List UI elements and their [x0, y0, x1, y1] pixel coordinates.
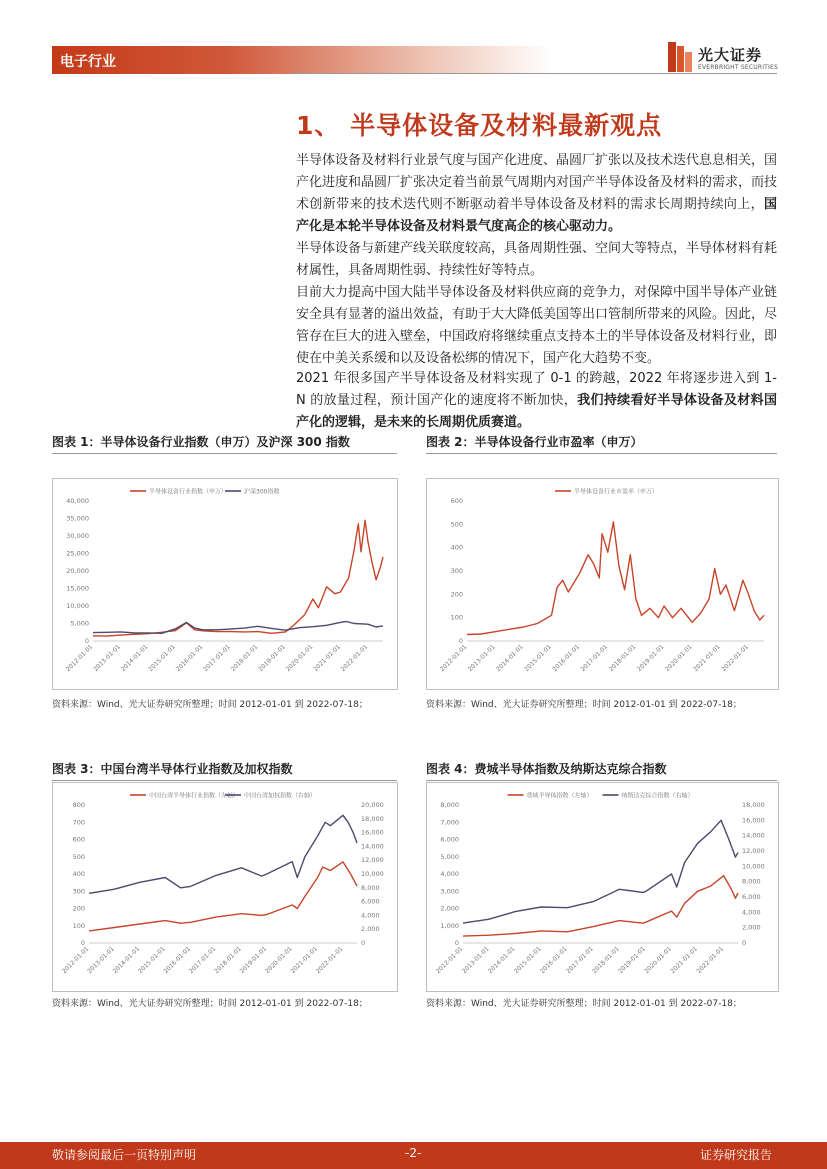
legend-label: 半导体设备行业市盈率（申万） [574, 488, 659, 496]
figure-4-box [426, 782, 779, 992]
paragraph-3 [296, 282, 777, 370]
x-tick-label: 2022-01-01 [339, 643, 370, 674]
figure-4-source: 资料来源：Wind、光大证券研究所整理；时间 2012-01-01 到 2022-07-18； [426, 999, 742, 1009]
figure-4-chart [427, 783, 778, 991]
paragraph-4 [296, 368, 777, 434]
x-tick-label: 2017-01-01 [202, 643, 232, 674]
y-tick-label: 0 [454, 939, 459, 947]
y-tick-label: 400 [72, 870, 85, 878]
figure-2-box [426, 478, 779, 690]
y2-tick-label: 2,000 [361, 925, 380, 934]
x-tick-label: 2012-01-01 [438, 643, 469, 674]
paragraph-4-bold: 我们持续看好半导体设备及材料国产化的逻辑，是未来的长周期优质赛道。 [296, 393, 777, 430]
figure-1-title: 图表 1：半导体设备行业指数（申万）及沪深 300 指数 [52, 435, 350, 449]
figure-3-rule [52, 780, 397, 781]
paragraph-4-text: 2021 年很多国产半导体设备及材料实现了 0-1 的跨越，2022 年将逐步进入到 1-N 的放量过程，预计国产化的速度将不断加快， [296, 371, 777, 408]
footer-page-number: -2- [405, 1146, 422, 1160]
y-tick-label: 600 [450, 497, 463, 505]
y2-tick-label: 16,000 [361, 828, 384, 837]
x-tick-label: 2019-01-01 [617, 945, 647, 976]
y-tick-label: 300 [72, 887, 85, 896]
figure-3-title: 图表 3：中国台湾半导体行业指数及加权指数 [52, 762, 293, 776]
figure-3-box [52, 782, 398, 992]
y-tick-label: 8,000 [440, 801, 459, 809]
x-tick-label: 2016-01-01 [539, 945, 569, 976]
figure-3-source: 资料来源：Wind、光大证券研究所整理；时间 2012-01-01 到 2022-07-18； [52, 999, 368, 1009]
x-tick-label: 2013-01-01 [86, 945, 116, 976]
y-tick-label: 5,000 [70, 619, 89, 628]
y-tick-label: 0 [80, 939, 85, 947]
y2-tick-label: 12,000 [742, 847, 765, 855]
paragraph-2-text: 半导体设备与新建产线关联度较高，具备周期性强、空间大等特点，半导体材料有耗材属性，具备周期性弱、持续性好等特点。 [296, 241, 778, 278]
x-tick-label: 2017-01-01 [565, 945, 595, 976]
y2-tick-label: 0 [742, 939, 747, 947]
x-tick-label: 2015-01-01 [513, 945, 543, 976]
x-tick-label: 2012-01-01 [64, 643, 95, 674]
y2-tick-label: 16,000 [742, 816, 765, 825]
y2-tick-label: 8,000 [742, 877, 761, 886]
y-tick-label: 800 [72, 801, 85, 809]
y-tick-label: 30,000 [66, 532, 89, 540]
x-tick-label: 2017-01-01 [187, 945, 218, 976]
figure-4-title: 图表 4：费城半导体指数及纳斯达克综合指数 [426, 762, 667, 776]
y-tick-label: 15,000 [66, 584, 89, 593]
y-tick-label: 200 [450, 590, 463, 599]
y2-tick-label: 6,000 [361, 897, 380, 906]
y2-tick-label: 6,000 [742, 893, 761, 901]
y-tick-label: 2,000 [440, 904, 459, 913]
x-tick-label: 2016-01-01 [162, 945, 193, 976]
figure-1-source: 资料来源：Wind、光大证券研究所整理；时间 2012-01-01 到 2022-07-18； [52, 700, 368, 710]
y-tick-label: 4,000 [440, 870, 459, 878]
figure-4-rule [426, 780, 777, 781]
x-tick-label: 2021-01-01 [289, 945, 320, 976]
y-tick-label: 6,000 [440, 835, 459, 844]
paragraph-1-bold: 国产化是本轮半导体设备及材料景气度高企的核心驱动力。 [296, 197, 777, 234]
y-tick-label: 700 [72, 818, 85, 827]
series-line-2 [89, 815, 357, 893]
y-tick-label: 100 [450, 613, 463, 622]
paragraph-1 [296, 150, 777, 238]
y-tick-label: 0 [84, 637, 89, 645]
y-tick-label: 0 [458, 637, 463, 645]
series-line-2 [463, 820, 738, 923]
y-tick-label: 300 [450, 567, 463, 575]
x-tick-label: 2018-01-01 [607, 643, 638, 674]
x-tick-label: 2022-01-01 [314, 945, 345, 976]
x-tick-label: 2014-01-01 [495, 643, 525, 674]
y-tick-label: 500 [72, 852, 85, 861]
y2-tick-label: 2,000 [742, 923, 761, 932]
y-tick-label: 20,000 [66, 567, 89, 575]
section-title: 1、 半导体设备及材料最新观点 [296, 111, 663, 140]
x-tick-label: 2015-01-01 [137, 945, 167, 976]
figure-2-source: 资料来源：Wind、光大证券研究所整理；时间 2012-01-01 到 2022-07-18； [426, 700, 742, 710]
y-tick-label: 5,000 [440, 852, 459, 861]
x-tick-label: 2013-01-01 [92, 643, 122, 674]
legend-label: 中国台湾半导体行业指数（左轴） [149, 792, 240, 800]
y2-tick-label: 4,000 [742, 908, 761, 917]
figure-1-box [52, 478, 398, 690]
x-tick-label: 2016-01-01 [174, 643, 205, 674]
x-tick-label: 2016-01-01 [551, 643, 582, 674]
series-line-1 [467, 522, 764, 635]
x-tick-label: 2020-01-01 [664, 643, 694, 674]
y-tick-label: 500 [450, 520, 463, 529]
logo-name-en: EVERBRIGHT SECURITIES [698, 64, 778, 71]
logo-name-cn: 光大证券 [698, 46, 763, 64]
x-tick-label: 2020-01-01 [284, 643, 315, 674]
figure-3-chart [53, 783, 397, 991]
x-tick-label: 2018-01-01 [591, 945, 621, 976]
y2-tick-label: 20,000 [361, 801, 384, 809]
legend-label: 中国台湾加权指数（右轴） [244, 792, 317, 800]
x-tick-label: 2012-01-01 [434, 945, 465, 976]
y-tick-label: 3,000 [440, 887, 459, 896]
figure-1-chart [53, 479, 397, 689]
y-tick-label: 600 [72, 835, 85, 844]
x-tick-label: 2015-01-01 [523, 643, 553, 674]
y-tick-label: 10,000 [66, 602, 89, 610]
y2-tick-label: 12,000 [361, 856, 384, 865]
x-tick-label: 2013-01-01 [460, 945, 491, 976]
x-tick-label: 2017-01-01 [579, 643, 610, 674]
y-tick-label: 7,000 [440, 818, 459, 827]
series-line-1 [93, 520, 383, 636]
x-tick-label: 2022-01-01 [695, 945, 726, 976]
series-line-1 [463, 876, 738, 936]
y-tick-label: 25,000 [66, 549, 89, 558]
footer-disclaimer-link: 敬请参阅最后一页特别声明 [52, 1148, 197, 1162]
x-tick-label: 2018-01-01 [229, 643, 260, 674]
x-tick-label: 2018-01-01 [213, 945, 243, 976]
industry-label: 电子行业 [60, 54, 116, 70]
figure-2-chart [427, 479, 778, 689]
y-tick-label: 200 [72, 904, 85, 913]
y2-tick-label: 0 [361, 939, 366, 947]
paragraph-3-text: 目前大力提高中国大陆半导体设备及材料供应商的竞争力，对保障中国半导体产业链安全具有显著的溢出效益，有助于大大降低美国等出口管制所带来的风险。因此，尽管存在巨大的进入壁垒，中国政府将继续重点支持本土的半导体设备及材料行业，即使在中美关系缓和以及设备松绑的情况下，国产化大趋势不变。 [296, 285, 778, 366]
x-tick-label: 2015-01-01 [147, 643, 177, 674]
x-tick-label: 2021-01-01 [692, 643, 722, 674]
legend-label: 半导体设备行业指数（申万） [149, 488, 228, 496]
series-line-1 [89, 862, 357, 931]
y-tick-label: 35,000 [66, 514, 89, 523]
footer-report-type: 证券研究报告 [700, 1148, 773, 1162]
figure-2-title: 图表 2：半导体设备行业市盈率（申万） [426, 435, 643, 449]
y-tick-label: 400 [450, 543, 463, 552]
x-tick-label: 2014-01-01 [111, 945, 142, 976]
y-tick-label: 100 [72, 921, 85, 930]
legend-label: 沪深300指数 [244, 488, 280, 496]
x-tick-label: 2014-01-01 [486, 945, 517, 976]
x-tick-label: 2019-01-01 [257, 643, 287, 674]
y2-tick-label: 18,000 [361, 814, 384, 823]
figure-1-rule [52, 453, 397, 454]
y-tick-label: 1,000 [440, 921, 459, 930]
y2-tick-label: 14,000 [742, 831, 765, 840]
header-industry-bar [52, 46, 552, 74]
y2-tick-label: 18,000 [742, 801, 765, 809]
figure-2-rule [426, 453, 777, 454]
x-tick-label: 2019-01-01 [635, 643, 666, 674]
y2-tick-label: 10,000 [742, 862, 765, 871]
y-tick-label: 40,000 [66, 497, 89, 505]
y2-tick-label: 4,000 [361, 911, 380, 920]
x-tick-label: 2021-01-01 [312, 643, 342, 674]
x-tick-label: 2019-01-01 [238, 945, 269, 976]
y2-tick-label: 8,000 [361, 883, 380, 892]
y2-tick-label: 14,000 [361, 842, 384, 851]
y2-tick-label: 10,000 [361, 870, 384, 878]
paragraph-1-text: 半导体设备及材料行业景气度与国产化进度、晶圆厂扩张以及技术迭代息息相关，国产化进度和晶圆厂扩张决定着当前景气周期内对国产半导体设备及材料的需求，而技术创新带来的技术迭代则不断驱动着半导体设备及材料的需求长周期持续向上， [296, 153, 778, 212]
x-tick-label: 2022-01-01 [720, 643, 750, 674]
x-tick-label: 2021-01-01 [669, 945, 700, 976]
x-tick-label: 2012-01-01 [60, 945, 91, 976]
x-tick-label: 2014-01-01 [119, 643, 150, 674]
paragraph-2 [296, 238, 777, 282]
company-logo [668, 42, 783, 76]
legend-label: 费城半导体指数（左轴） [526, 792, 593, 800]
legend-label: 纳斯达克综合指数（右轴） [621, 792, 694, 800]
x-tick-label: 2020-01-01 [643, 945, 673, 976]
x-tick-label: 2013-01-01 [466, 643, 497, 674]
logo-mark-icon [668, 42, 694, 72]
x-tick-label: 2020-01-01 [264, 945, 294, 976]
